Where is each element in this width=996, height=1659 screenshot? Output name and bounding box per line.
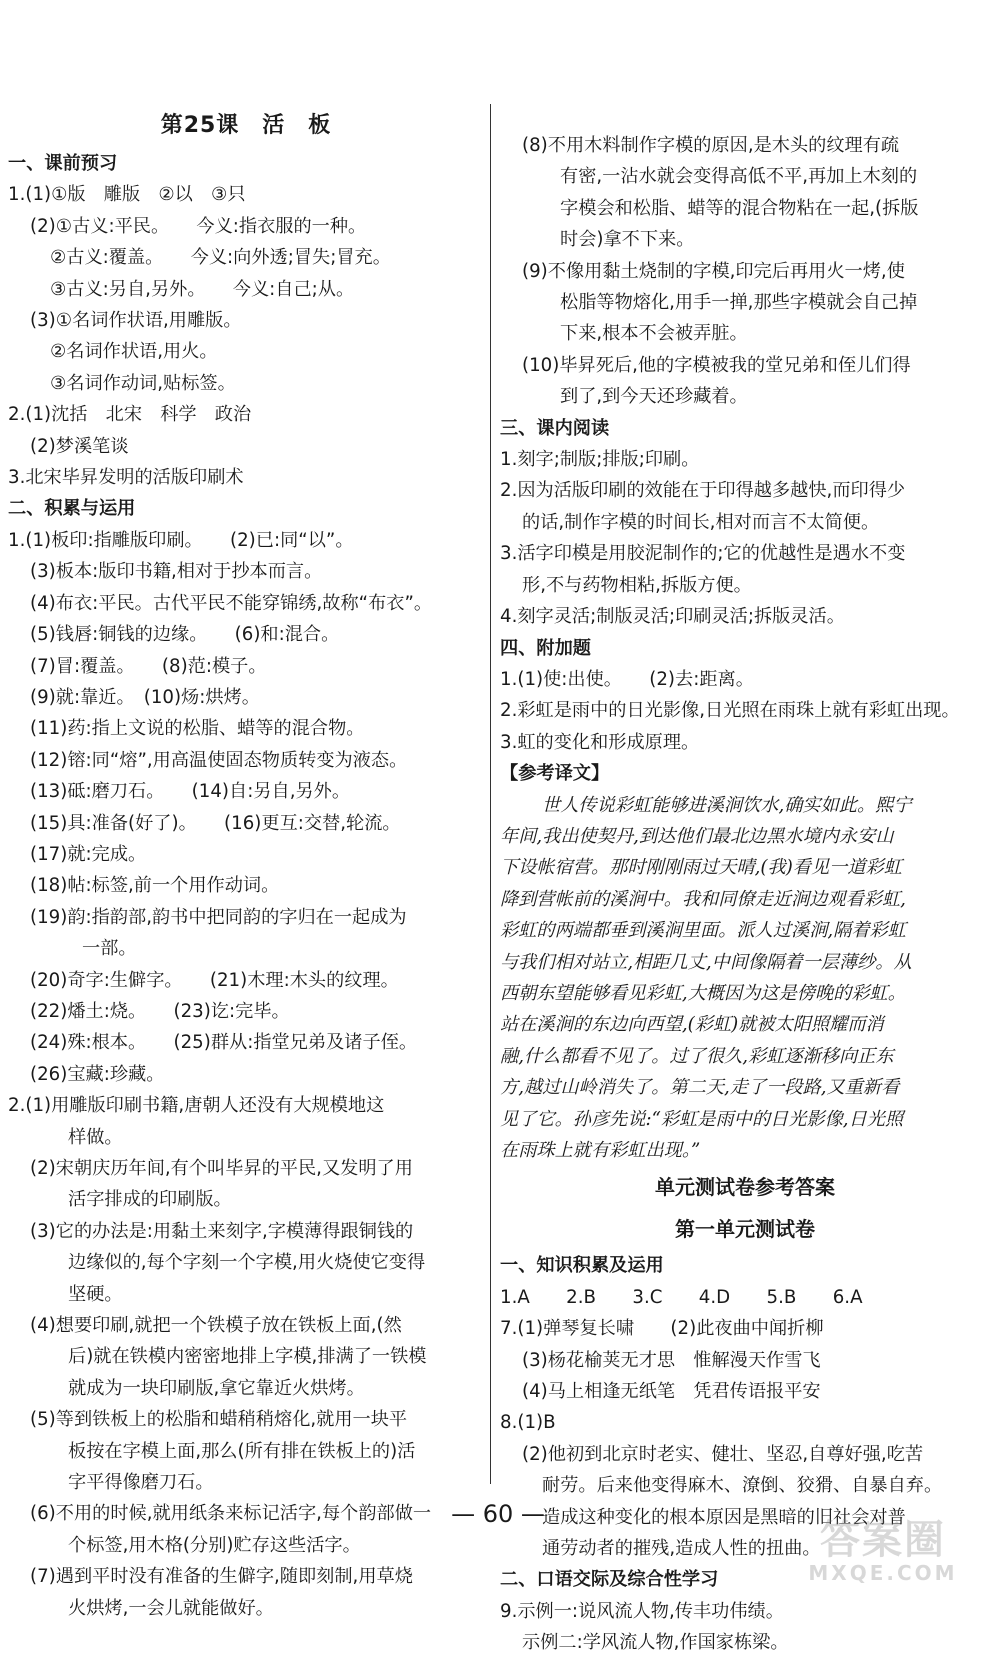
answer-line: 融,什么都看不见了。过了很久,彩虹逐渐移向正东 — [500, 1045, 894, 1067]
answer-line: 字模会和松脂、蜡等的混合物粘在一起,(拆版 — [560, 197, 919, 219]
answer-line: 下设帐宿营。那时刚刚雨过天晴,(我)看见一道彩虹 — [500, 857, 902, 879]
answer-line: 2.(1)用雕版印刷书籍,唐朝人还没有大规模地这 — [8, 1095, 385, 1117]
answer-line: 示例二:学风流人物,作国家栋梁。 — [522, 1632, 789, 1654]
answer-line: 到了,到今天还珍藏着。 — [560, 386, 748, 408]
answer-line: (5)等到铁板上的松脂和蜡稍稍熔化,就用一块平 — [30, 1409, 408, 1431]
answer-line: 的话,制作字模的时间长,相对而言不太简便。 — [522, 511, 880, 533]
answer-line: 7.(1)弹琴复长啸 (2)此夜曲中闻折柳 — [500, 1318, 824, 1340]
answer-line: 活字排成的印刷版。 — [68, 1189, 232, 1211]
answer-line: (12)镕:同“熔”,用高温使固态物质转变为液态。 — [30, 749, 408, 771]
answer-line: 降到营帐前的溪涧中。我和同僚走近涧边观看彩虹, — [500, 888, 906, 910]
answer-line: 西朝东望能够看见彩虹,大概因为这是傍晚的彩虹。 — [500, 982, 906, 1004]
unit-test-answer-list — [500, 1250, 990, 1658]
watermark-text: 答案圈 — [820, 1517, 946, 1563]
answer-line: (19)韵:指韵部,韵书中把同韵的字归在一起成为 — [30, 906, 407, 928]
section-heading: 一、课前预习 — [8, 153, 118, 174]
answer-line: (3)它的办法是:用黏土来刻字,字模薄得跟铜钱的 — [30, 1220, 414, 1242]
answer-line: 彩虹的两端都垂到溪涧里面。派人过溪涧,隔着彩虹 — [500, 920, 906, 942]
answer-line: 耐劳。后来他变得麻木、潦倒、狡猾、自暴自弃。 — [542, 1475, 943, 1497]
section-heading: 一、知识积累及运用 — [500, 1255, 664, 1277]
answer-line: (4)想要印刷,就把一个铁模子放在铁板上面,(然 — [30, 1315, 402, 1337]
lesson-title: 第25课 活 板 — [160, 113, 332, 138]
answer-line: 2.彩虹是雨中的日光影像,日光照在雨珠上就有彩虹出现。 — [500, 700, 960, 722]
answer-line: (3)杨花榆荚无才思 惟解漫天作雪飞 — [522, 1349, 821, 1371]
section-heading: 三、课内阅读 — [500, 417, 610, 439]
answer-line: (10)毕昇死后,他的字模被我的堂兄弟和侄儿们得 — [522, 354, 911, 376]
right-answer-list — [500, 130, 990, 1166]
answer-line: 在雨珠上就有彩虹出现。” — [500, 1140, 701, 1161]
answer-line: 见了它。孙彦先说:“彩虹是雨中的日光影像,日光照 — [500, 1108, 904, 1130]
answer-line: 1.(1)使:出使。 (2)去:距离。 — [500, 668, 754, 690]
answer-line: (5)钱唇:铜钱的边缘。 (6)和:混合。 — [30, 624, 340, 646]
answer-line: (8)不用木料制作字模的原因,是木头的纹理有疏 — [522, 135, 900, 156]
answer-line: (26)宝藏:珍藏。 — [30, 1063, 165, 1085]
answer-line: 字平得像磨刀石。 — [68, 1472, 214, 1494]
answer-line: (2)他初到北京时老实、健壮、坚忍,自尊好强,吃苦 — [522, 1443, 924, 1465]
answer-line: 造成这种变化的根本原因是黑暗的旧社会对普 — [542, 1506, 906, 1528]
answer-line: 个标签,用木格(分别)贮存这些活字。 — [68, 1534, 361, 1556]
section-heading: 二、积累与运用 — [8, 498, 136, 520]
answer-line: (17)就:完成。 — [30, 843, 147, 865]
answer-line: 通劳动者的摧残,造成人性的扭曲。 — [542, 1538, 821, 1560]
answer-line: (2)①古义:平民。 今义:指衣服的一种。 — [30, 215, 367, 237]
answer-line: 后)就在铁模内密密地排上字模,排满了一铁模 — [68, 1346, 427, 1368]
answer-line: 一部。 — [82, 938, 137, 960]
answer-line: ③名词作动词,贴标签。 — [50, 372, 236, 394]
section-heading: 四、附加题 — [500, 637, 591, 659]
left-answer-list — [8, 148, 484, 1624]
answer-line: 4.刻字灵活;制版灵活;印刷灵活;拆版灵活。 — [500, 606, 845, 628]
answer-line: 1.(1)板印:指雕版印刷。 (2)已:同“以”。 — [8, 529, 354, 551]
section-heading: 【参考译文】 — [500, 763, 610, 785]
answer-line: 8.(1)B — [500, 1412, 556, 1434]
right-column — [500, 130, 990, 1659]
answer-line: 样做。 — [68, 1126, 123, 1148]
watermark-logo — [788, 1518, 978, 1586]
answer-line: 3.活字印模是用胶泥制作的;它的优越性是遇水不变 — [500, 543, 906, 565]
answer-line: 形,不与药物相粘,拆版方便。 — [522, 574, 752, 596]
answer-line: 下来,根本不会被弄脏。 — [560, 323, 748, 345]
watermark-url: MXQE.COM — [808, 1561, 958, 1585]
answer-line: 方,越过山岭消失了。第二天,走了一段路,又重新看 — [500, 1077, 900, 1099]
left-column — [8, 104, 484, 1624]
answer-line: (2)梦溪笔谈 — [30, 435, 129, 457]
answer-line: 年间,我出使契丹,到达他们最北边黑水境内永安山 — [500, 825, 894, 847]
answer-line: 1.刻字;制版;排版;印刷。 — [500, 449, 700, 471]
answer-line: 时会)拿不下来。 — [560, 229, 695, 251]
answer-line: (18)帖:标签,前一个用作动词。 — [30, 875, 280, 897]
answer-line: 站在溪涧的东边向西望,(彩虹)就被太阳照耀而消 — [500, 1014, 884, 1036]
page-number: — 60 — — [451, 1500, 545, 1528]
answer-line: (4)布衣:平民。古代平民不能穿锦绣,故称“布衣”。 — [30, 592, 433, 614]
answer-line: ②古义:覆盖。 今义:向外透;冒失;冒充。 — [50, 247, 391, 269]
answer-line: 火烘烤,一会儿就能做好。 — [68, 1597, 274, 1619]
answer-line: 有密,一沾水就会变得高低不平,再加上木刻的 — [560, 166, 918, 188]
answer-line: (13)砥:磨刀石。 (14)自:另自,另外。 — [30, 781, 351, 803]
answer-line: (7)遇到平时没有准备的生僻字,随即刻制,用草烧 — [30, 1566, 413, 1588]
section-heading: 二、口语交际及综合性学习 — [500, 1569, 719, 1591]
unit-answers-title: 单元测试卷参考答案 — [655, 1175, 835, 1200]
answer-line: (2)宋朝庆历年间,有个叫毕昇的平民,又发明了用 — [30, 1158, 413, 1179]
answer-line: 1.(1)①版 雕版 ②以 ③只 — [8, 184, 246, 206]
answer-line: 1.A 2.B 3.C 4.D 5.B 6.A — [500, 1286, 863, 1308]
column-divider — [490, 104, 491, 1484]
answer-line: ②名词作状语,用火。 — [50, 341, 218, 363]
answer-line: (15)具:准备(好了)。 (16)更互:交替,轮流。 — [30, 812, 401, 834]
answer-line: (20)奇字:生僻字。 (21)木理:木头的纹理。 — [30, 969, 399, 991]
answer-line: (22)燔土:烧。 (23)讫:完毕。 — [30, 1000, 290, 1022]
answer-line: 3.虹的变化和形成原理。 — [500, 731, 700, 753]
answer-line: 边缘似的,每个字刻一个字模,用火烧使它变得 — [68, 1252, 426, 1274]
answer-line: 2.(1)沈括 北宋 科学 政治 — [8, 404, 252, 426]
answer-line: (3)板本:版印书籍,相对于抄本而言。 — [30, 561, 323, 583]
answer-line: (11)药:指上文说的松脂、蜡等的混合物。 — [30, 718, 365, 740]
answer-line: (7)冒:覆盖。 (8)范:模子。 — [30, 655, 267, 677]
answer-line: 板按在字模上面,那么(所有排在铁板上的)活 — [68, 1440, 416, 1462]
answer-line: (6)不用的时候,就用纸条来标记活字,每个韵部做一 — [30, 1503, 432, 1525]
answer-line: 世人传说彩虹能够进溪涧饮水,确实如此。熙宁 — [542, 794, 912, 816]
answer-line: 与我们相对站立,相距几丈,中间像隔着一层薄纱。从 — [500, 951, 912, 973]
answer-line: 就成为一块印刷版,拿它靠近火烘烤。 — [68, 1377, 365, 1399]
answer-line: (9)不像用黏土烧制的字模,印完后再用火一烤,使 — [522, 260, 905, 282]
answer-line: (3)①名词作状语,用雕版。 — [30, 310, 242, 332]
answer-line: 坚硬。 — [68, 1283, 123, 1305]
answer-line: ③古义:另自,另外。 今义:自己;从。 — [50, 278, 355, 300]
answer-line: 松脂等物熔化,用手一掸,那些字模就会自己掉 — [560, 292, 918, 314]
unit-test-title: 第一单元测试卷 — [675, 1217, 815, 1242]
answer-line: (9)就:靠近。 (10)炀:烘烤。 — [30, 686, 260, 708]
answer-line: (4)马上相逢无纸笔 凭君传语报平安 — [522, 1381, 821, 1403]
answer-line: 2.因为活版印刷的效能在于印得越多越快,而印得少 — [500, 480, 906, 502]
answer-line: (24)殊:根本。 (25)群从:指堂兄弟及诸子侄。 — [30, 1032, 418, 1054]
answer-line: 9.示例一:说风流人物,传丰功伟绩。 — [500, 1600, 784, 1622]
answer-line: 3.北宋毕昇发明的活版印刷术 — [8, 467, 244, 489]
